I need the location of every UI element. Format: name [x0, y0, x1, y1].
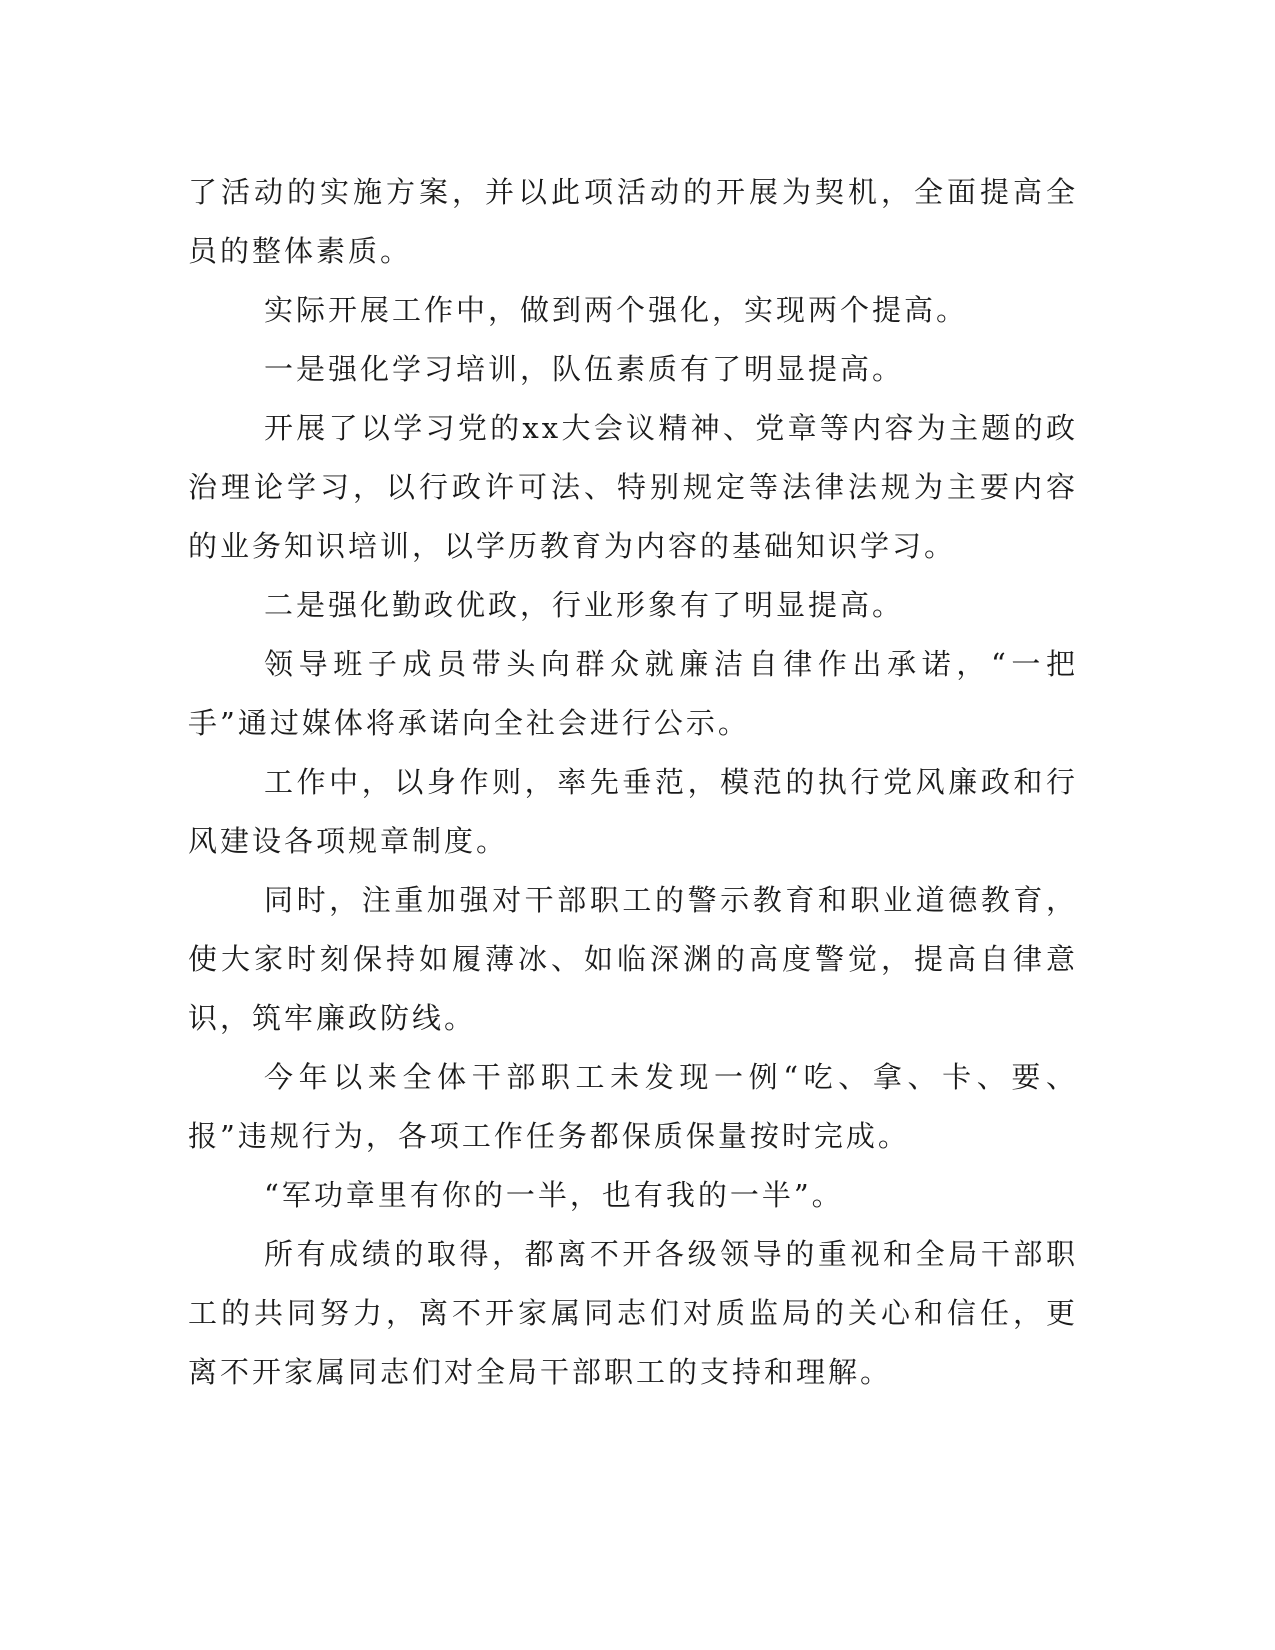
- paragraph-continuation: 了活动的实施方案，并以此项活动的开展为契机，全面提高全员的整体素质。: [188, 175, 1078, 268]
- paragraph-study-training: 开展了以学习党的xx大会议精神、党章等内容为主题的政治理论学习，以行政许可法、特别规定等法律法规为主要内容的业务知识培训，以学历教育为内容的基础知识学习。: [188, 411, 1078, 563]
- paragraph-second-point: 二是强化勤政优政，行业形象有了明显提高。: [264, 588, 905, 622]
- paragraph-two-strengthenings: 实际开展工作中，做到两个强化，实现两个提高。: [264, 293, 969, 327]
- paragraph-leadership-pledge: 领导班子成员带头向群众就廉洁自律作出承诺，“一把手”通过媒体将承诺向全社会进行公示。: [188, 647, 1078, 740]
- paragraph-no-violations: 今年以来全体干部职工未发现一例“吃、拿、卡、要、报”违规行为，各项工作任务都保质保量按时完成。: [188, 1060, 1078, 1153]
- paragraph-warning-education: 同时，注重加强对干部职工的警示教育和职业道德教育，使大家时刻保持如履薄冰、如临深渊的高度警觉，提高自律意识，筑牢廉政防线。: [188, 883, 1078, 1035]
- paragraph-acknowledgement: 所有成绩的取得，都离不开各级领导的重视和全局干部职工的共同努力，离不开家属同志们对质监局的关心和信任，更离不开家属同志们对全局干部职工的支持和理解。: [188, 1237, 1078, 1389]
- paragraph-lead-by-example: 工作中，以身作则，率先垂范，模范的执行党风廉政和行风建设各项规章制度。: [188, 765, 1078, 858]
- document-body: [188, 163, 1078, 1402]
- paragraph-first-point: 一是强化学习培训，队伍素质有了明显提高。: [264, 352, 905, 386]
- paragraph-quote: “军功章里有你的一半，也有我的一半”。: [264, 1178, 844, 1212]
